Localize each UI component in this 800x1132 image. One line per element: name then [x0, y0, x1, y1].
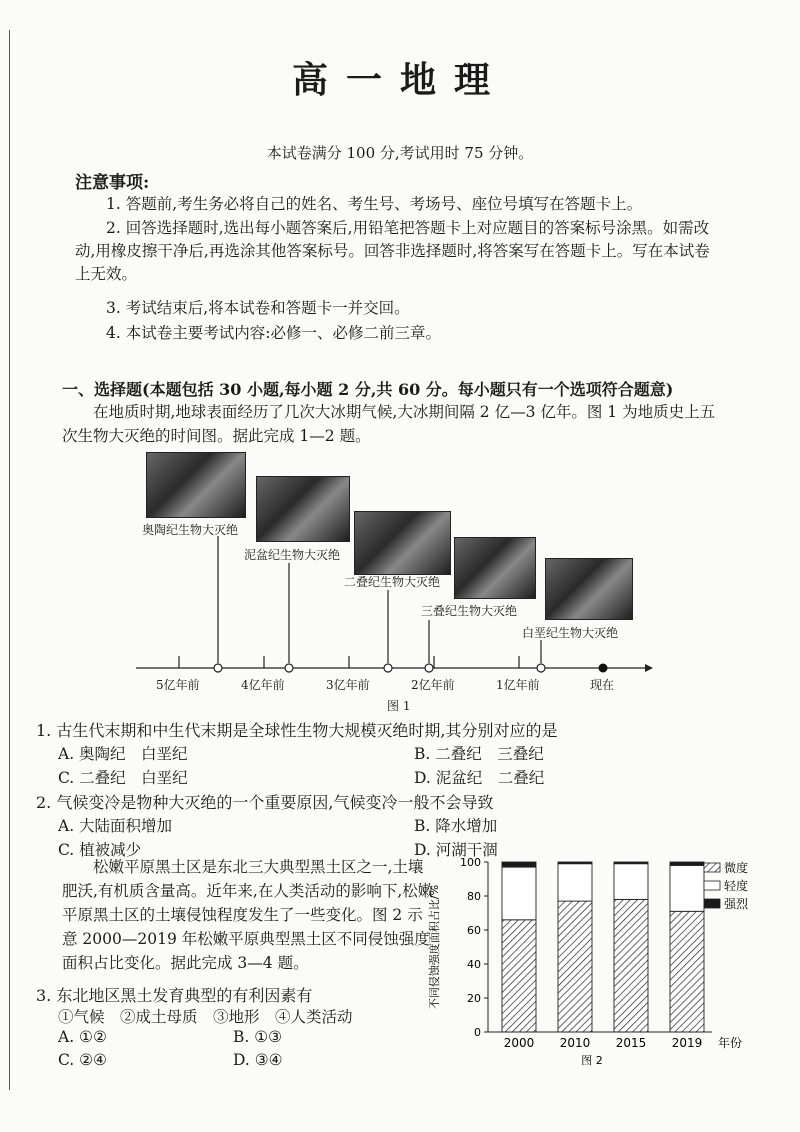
figure-2-caption: 图 2 [581, 1054, 603, 1067]
q2-stem: 2. 气候变冷是物种大灭绝的一个重要原因,气候变冷一般不会导致 [36, 793, 494, 812]
y-tick-label: 100 [460, 856, 481, 869]
tick-label-now: 现在 [590, 678, 615, 692]
bar-segment-light-2000 [502, 867, 536, 920]
section-heading: 一、选择题(本题包括 30 小题,每小题 2 分,共 60 分。每小题只有一个选项符合题意) [62, 380, 674, 399]
event-label-ordovician: 奥陶纪生物大灭绝 [142, 523, 239, 537]
triassic-marker [425, 664, 433, 672]
bar-segment-strong-2015 [614, 862, 648, 864]
q1-stem: 1. 古生代末期和中生代末期是全球性生物大规模灭绝时期,其分别对应的是 [36, 721, 558, 740]
y-tick-label: 0 [474, 1026, 481, 1039]
x-tick-label-2000: 2000 [503, 1036, 535, 1050]
q1-option-a[interactable]: A. 奥陶纪 白垩纪 [58, 745, 188, 763]
y-tick-label: 40 [467, 958, 481, 971]
q1-option-b[interactable]: B. 二叠纪 三叠纪 [414, 745, 544, 763]
q2-option-c[interactable]: C. 植被减少 [58, 841, 142, 859]
bar-segment-slight-2000 [502, 920, 536, 1032]
ordovician-marker [214, 664, 222, 672]
notice-item-1: 1. 答题前,考生务必将自己的姓名、考生号、考场号、座位号填写在答题卡上。 [106, 195, 643, 213]
bar-segment-slight-2019 [670, 911, 704, 1032]
legend [704, 860, 749, 911]
notice-item-2: 2. 回答选择题时,选出每小题答案后,用铅笔把答题卡上对应题目的答案标号涂黑。如需改动,用橡皮擦干净后,再选涂其他答案标号。回答非选择题时,将答案写在答题卡上。写在本试卷上无效。 [75, 219, 710, 283]
legend-swatch-light [704, 881, 720, 890]
q3-stem: 3. 东北地区黑土发育典型的有利因素有 [36, 986, 313, 1005]
q3-option-a[interactable]: A. ①② [58, 1028, 107, 1046]
q3-option-c[interactable]: C. ②④ [58, 1051, 107, 1069]
page-title: 高一地理 [291, 59, 508, 101]
x-tick-label-2019: 2019 [671, 1036, 703, 1050]
event-label-devonian: 泥盆纪生物大灭绝 [244, 548, 341, 562]
bar-segment-strong-2010 [558, 862, 592, 864]
y-tick-label: 60 [467, 924, 481, 937]
present-marker [599, 664, 608, 673]
x-axis-label: 年份 [718, 1036, 743, 1050]
notice-item-4: 4. 本试卷主要考试内容:必修一、必修二前三章。 [106, 324, 441, 342]
section-intro: 在地质时期,地球表面经历了几次大冰期气候,大冰期间隔 2 亿—3 亿年。图 1 为地质史上五次生物大灭绝的时间图。据此完成 1—2 题。 [62, 403, 716, 445]
q3-option-d[interactable]: D. ③④ [233, 1051, 283, 1069]
bar-segment-slight-2010 [558, 901, 592, 1032]
event-label-cretaceous: 白垩纪生物大灭绝 [522, 626, 619, 640]
devonian-marker [285, 664, 293, 672]
bar-segment-slight-2015 [614, 899, 648, 1032]
tick-label-4: 4亿年前 [241, 678, 285, 692]
bar-segment-light-2015 [614, 864, 648, 900]
legend-label-slight: 微度 [724, 861, 749, 875]
tick-label-2: 2亿年前 [411, 678, 455, 692]
q2-option-b[interactable]: B. 降水增加 [414, 817, 498, 835]
bar-segment-light-2010 [558, 864, 592, 901]
legend-swatch-slight [704, 863, 720, 872]
tick-label-1: 1亿年前 [496, 678, 540, 692]
event-label-triassic: 三叠纪生物大灭绝 [421, 604, 518, 618]
q2-option-a[interactable]: A. 大陆面积增加 [58, 817, 173, 835]
tick-label-3: 3亿年前 [326, 678, 370, 692]
bar-segment-light-2019 [670, 865, 704, 911]
y-axis-label: 不同侵蚀强度面积占比/% [428, 884, 441, 1010]
figure-2-chart [430, 852, 770, 1072]
legend-label-strong: 强烈 [724, 897, 749, 911]
tick-label-5: 5亿年前 [156, 678, 200, 692]
q3-option-b[interactable]: B. ①③ [233, 1028, 283, 1046]
y-tick-label: 80 [467, 890, 481, 903]
legend-label-light: 轻度 [724, 879, 749, 893]
q1-option-d[interactable]: D. 泥盆纪 二叠纪 [414, 769, 545, 787]
notice-heading: 注意事项: [75, 173, 150, 193]
q3-factors: ①气候 ②成土母质 ③地形 ④人类活动 [58, 1008, 353, 1026]
x-tick-label-2015: 2015 [615, 1036, 647, 1050]
event-label-permian: 二叠纪生物大灭绝 [344, 575, 441, 589]
notice-item-3: 3. 考试结束后,将本试卷和答题卡一并交回。 [106, 299, 410, 317]
permian-marker [384, 664, 392, 672]
legend-swatch-strong [704, 899, 720, 908]
timeline-arrow [645, 664, 653, 672]
bar-segment-strong-2019 [670, 862, 704, 865]
q2-option-d[interactable]: D. 河湖干涸 [414, 841, 498, 859]
q1-option-c[interactable]: C. 二叠纪 白垩纪 [58, 769, 188, 787]
exam-info: 本试卷满分 100 分,考试用时 75 分钟。 [266, 144, 534, 162]
q34-intro: 松嫩平原黑土区是东北三大典型黑土区之一,土壤肥沃,有机质含量高。近年来,在人类活动的影响下,松嫩平原黑土区的土壤侵蚀程度发生了一些变化。图 2 示意 2000—2019 年松嫩平原典型黑土区不同侵蚀强度面积占比变化。据此完成 3—4 题。 [62, 858, 434, 972]
cretaceous-marker [537, 664, 545, 672]
figure-1-caption: 图 1 [387, 699, 411, 713]
y-tick-label: 20 [467, 992, 481, 1005]
x-tick-label-2010: 2010 [559, 1036, 591, 1050]
bar-segment-strong-2000 [502, 862, 536, 867]
